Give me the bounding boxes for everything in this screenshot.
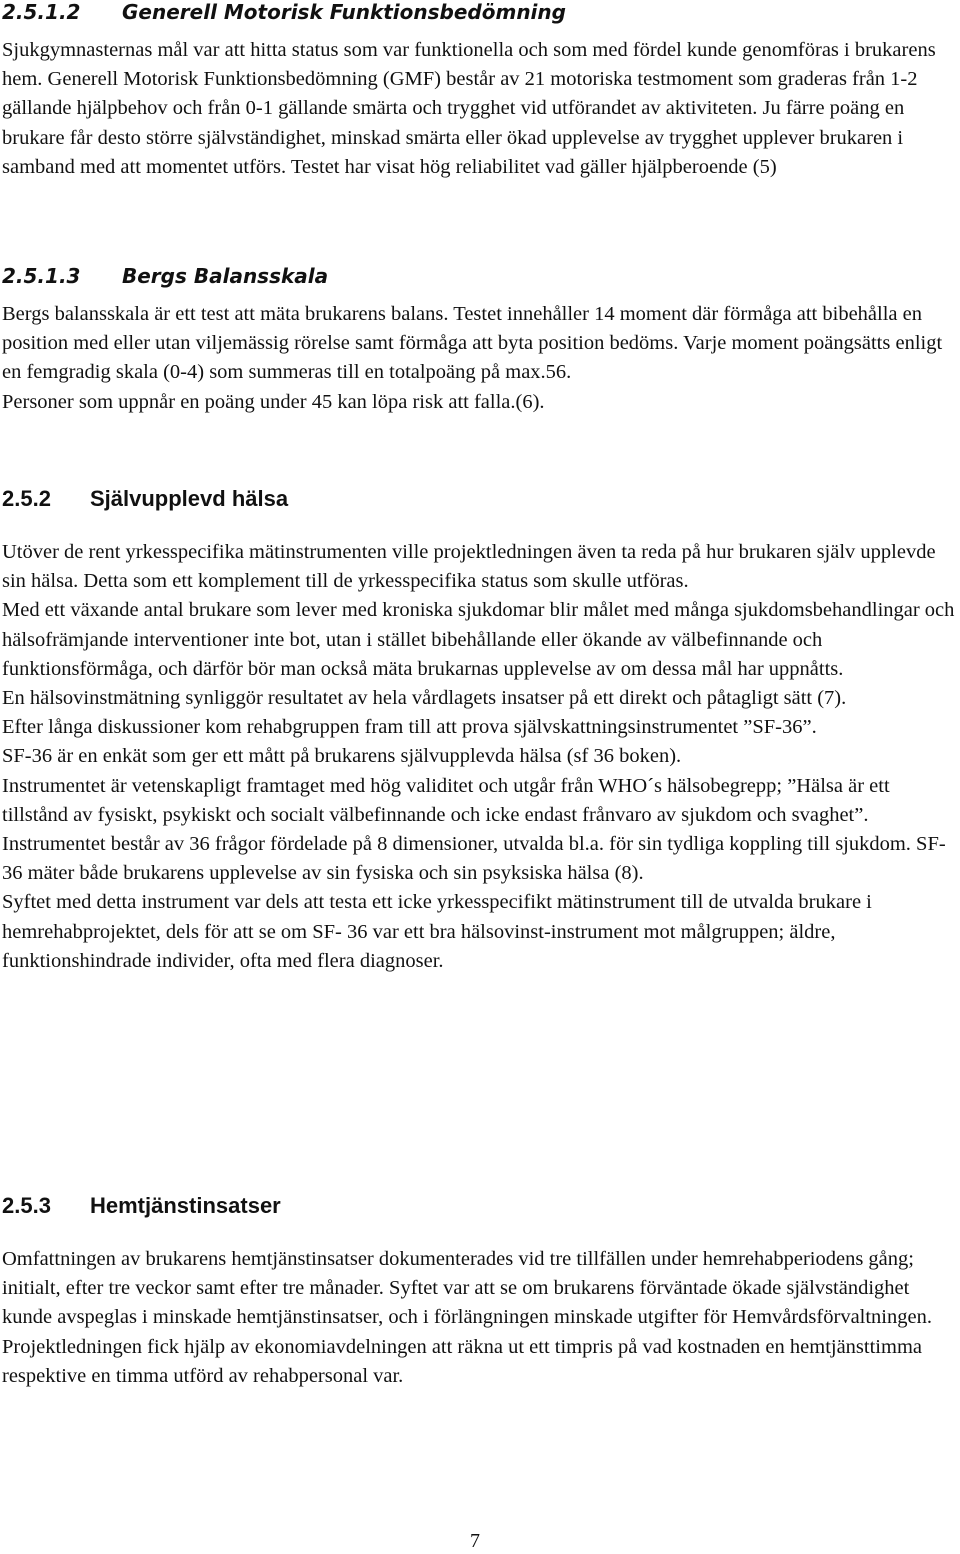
section-title: Hemtjänstinsatser (90, 1193, 281, 1218)
paragraph: Efter långa diskussioner kom rehabgruppen fram till att prova självskattningsinstrumentet ”SF-36”. (2, 716, 817, 739)
paragraph: SF-36 är en enkät som ger ett mått på brukarens självupplevda hälsa (sf 36 boken). (2, 745, 682, 768)
section-number: 2.5.1.2 (2, 0, 81, 24)
section-number: 2.5.2 (2, 486, 51, 511)
paragraph: Omfattningen av brukarens hemtjänstinsatser dokumenterades vid tre tillfällen under hemrehabperiodens gång; initialt, efter tre veckor samt efter tre månader. Syftet var att se om brukarens förväntade ökade självständighet kunde avspeglas i minskade hemtjänstinsatser, och i förlängningen minskade utgifter för Hemvårdsförvaltningen. Projektledningen fick hjälp av ekonomiavdelningen att räkna ut ett timpris på vad kostnaden en hemtjänsttimma respektive en timma utförd av rehabpersonal var. (2, 1248, 932, 1387)
paragraph: Utöver de rent yrkesspecifika mätinstrumenten ville projektledningen även ta reda på hur brukaren själv upplevde sin hälsa. Detta som ett komplement till de yrkesspecifika status som skulle utföras. (2, 541, 936, 593)
paragraph: Instrumentet består av 36 frågor fördelade på 8 dimensioner, utvalda bl.a. för sin tydliga koppling till sjukdom. SF-36 mäter både brukarens upplevelse av sin fysiska och sin psyksiska hälsa (8). (2, 833, 946, 885)
page-number: 7 (470, 1530, 480, 1552)
section-title: Självupplevd hälsa (90, 486, 289, 511)
paragraph: Bergs balansskala är ett test att mäta brukarens balans. Testet innehåller 14 moment där förmåga att bibehålla en position med eller utan viljemässig rörelse samt förmåga att byta position bedöms. Varje moment poängsätts enligt en femgradig skala (0-4) som summeras till en totalpoäng på max.56. (2, 303, 943, 384)
section-body-hemtjanstinsatser (2, 1245, 960, 1391)
section-heading-gmf (2, 0, 566, 24)
section-body-bergs-balansskala (2, 300, 960, 417)
paragraph: Personer som uppnår en poäng under 45 kan löpa risk att falla.(6). (2, 390, 545, 413)
section-title: Bergs Balansskala (122, 264, 329, 288)
section-title: Generell Motorisk Funktionsbedömning (122, 0, 566, 24)
section-heading-sjalvupplevd-halsa (2, 486, 288, 512)
section-body-gmf (2, 36, 960, 182)
section-body-sjalvupplevd-halsa (2, 538, 960, 976)
section-number: 2.5.3 (2, 1193, 51, 1218)
paragraph: Syftet med detta instrument var dels att testa ett icke yrkesspecifikt mätinstrument till de utvalda brukare i hemrehabprojektet, dels för att se om SF- 36 var ett bra hälsovinst-instrument mot målgruppen; äldre, funktionshindrade individer, ofta med flera diagnoser. (2, 891, 872, 972)
paragraph: Instrumentet är vetenskapligt framtaget med hög validitet och utgår från WHO´s hälsobegrepp; ”Hälsa är ett tillstånd av fysiskt, psykiskt och socialt välbefinnande och icke endast frånvaro av sjukdom och svaghet”. (2, 774, 890, 826)
section-heading-hemtjanstinsatser (2, 1193, 281, 1219)
section-number: 2.5.1.3 (2, 264, 81, 288)
paragraph: Med ett växande antal brukare som lever med kroniska sjukdomar blir målet med många sjukdomsbehandlingar och hälsofrämjande interventioner inte bot, utan i stället bibehållande eller ökande av välbefinnande och funktionsförmåga, och därför bör man också mäta brukarnas upplevelse av om dessa mål har uppnåtts. (2, 599, 955, 680)
section-heading-bergs-balansskala (2, 264, 328, 288)
paragraph: En hälsovinstmätning synliggör resultatet av hela vårdlagets insatser på ett direkt och påtagligt sätt (7). (2, 687, 847, 710)
paragraph: Sjukgymnasternas mål var att hitta status som var funktionella och som med fördel kunde genomföras i brukarens hem. Generell Motorisk Funktionsbedömning (GMF) består av 21 motoriska testmoment som graderas från 1-2 gällande hjälpbehov och från 0-1 gällande smärta och trygghet vid utförandet av aktiviteten. Ju färre poäng en brukare får desto större självständighet, minskad smärta eller ökad upplevelse av trygghet upplever brukaren i samband med att momentet utförs. Testet har visat hög reliabilitet vad gäller hjälpberoende (5) (2, 39, 936, 178)
